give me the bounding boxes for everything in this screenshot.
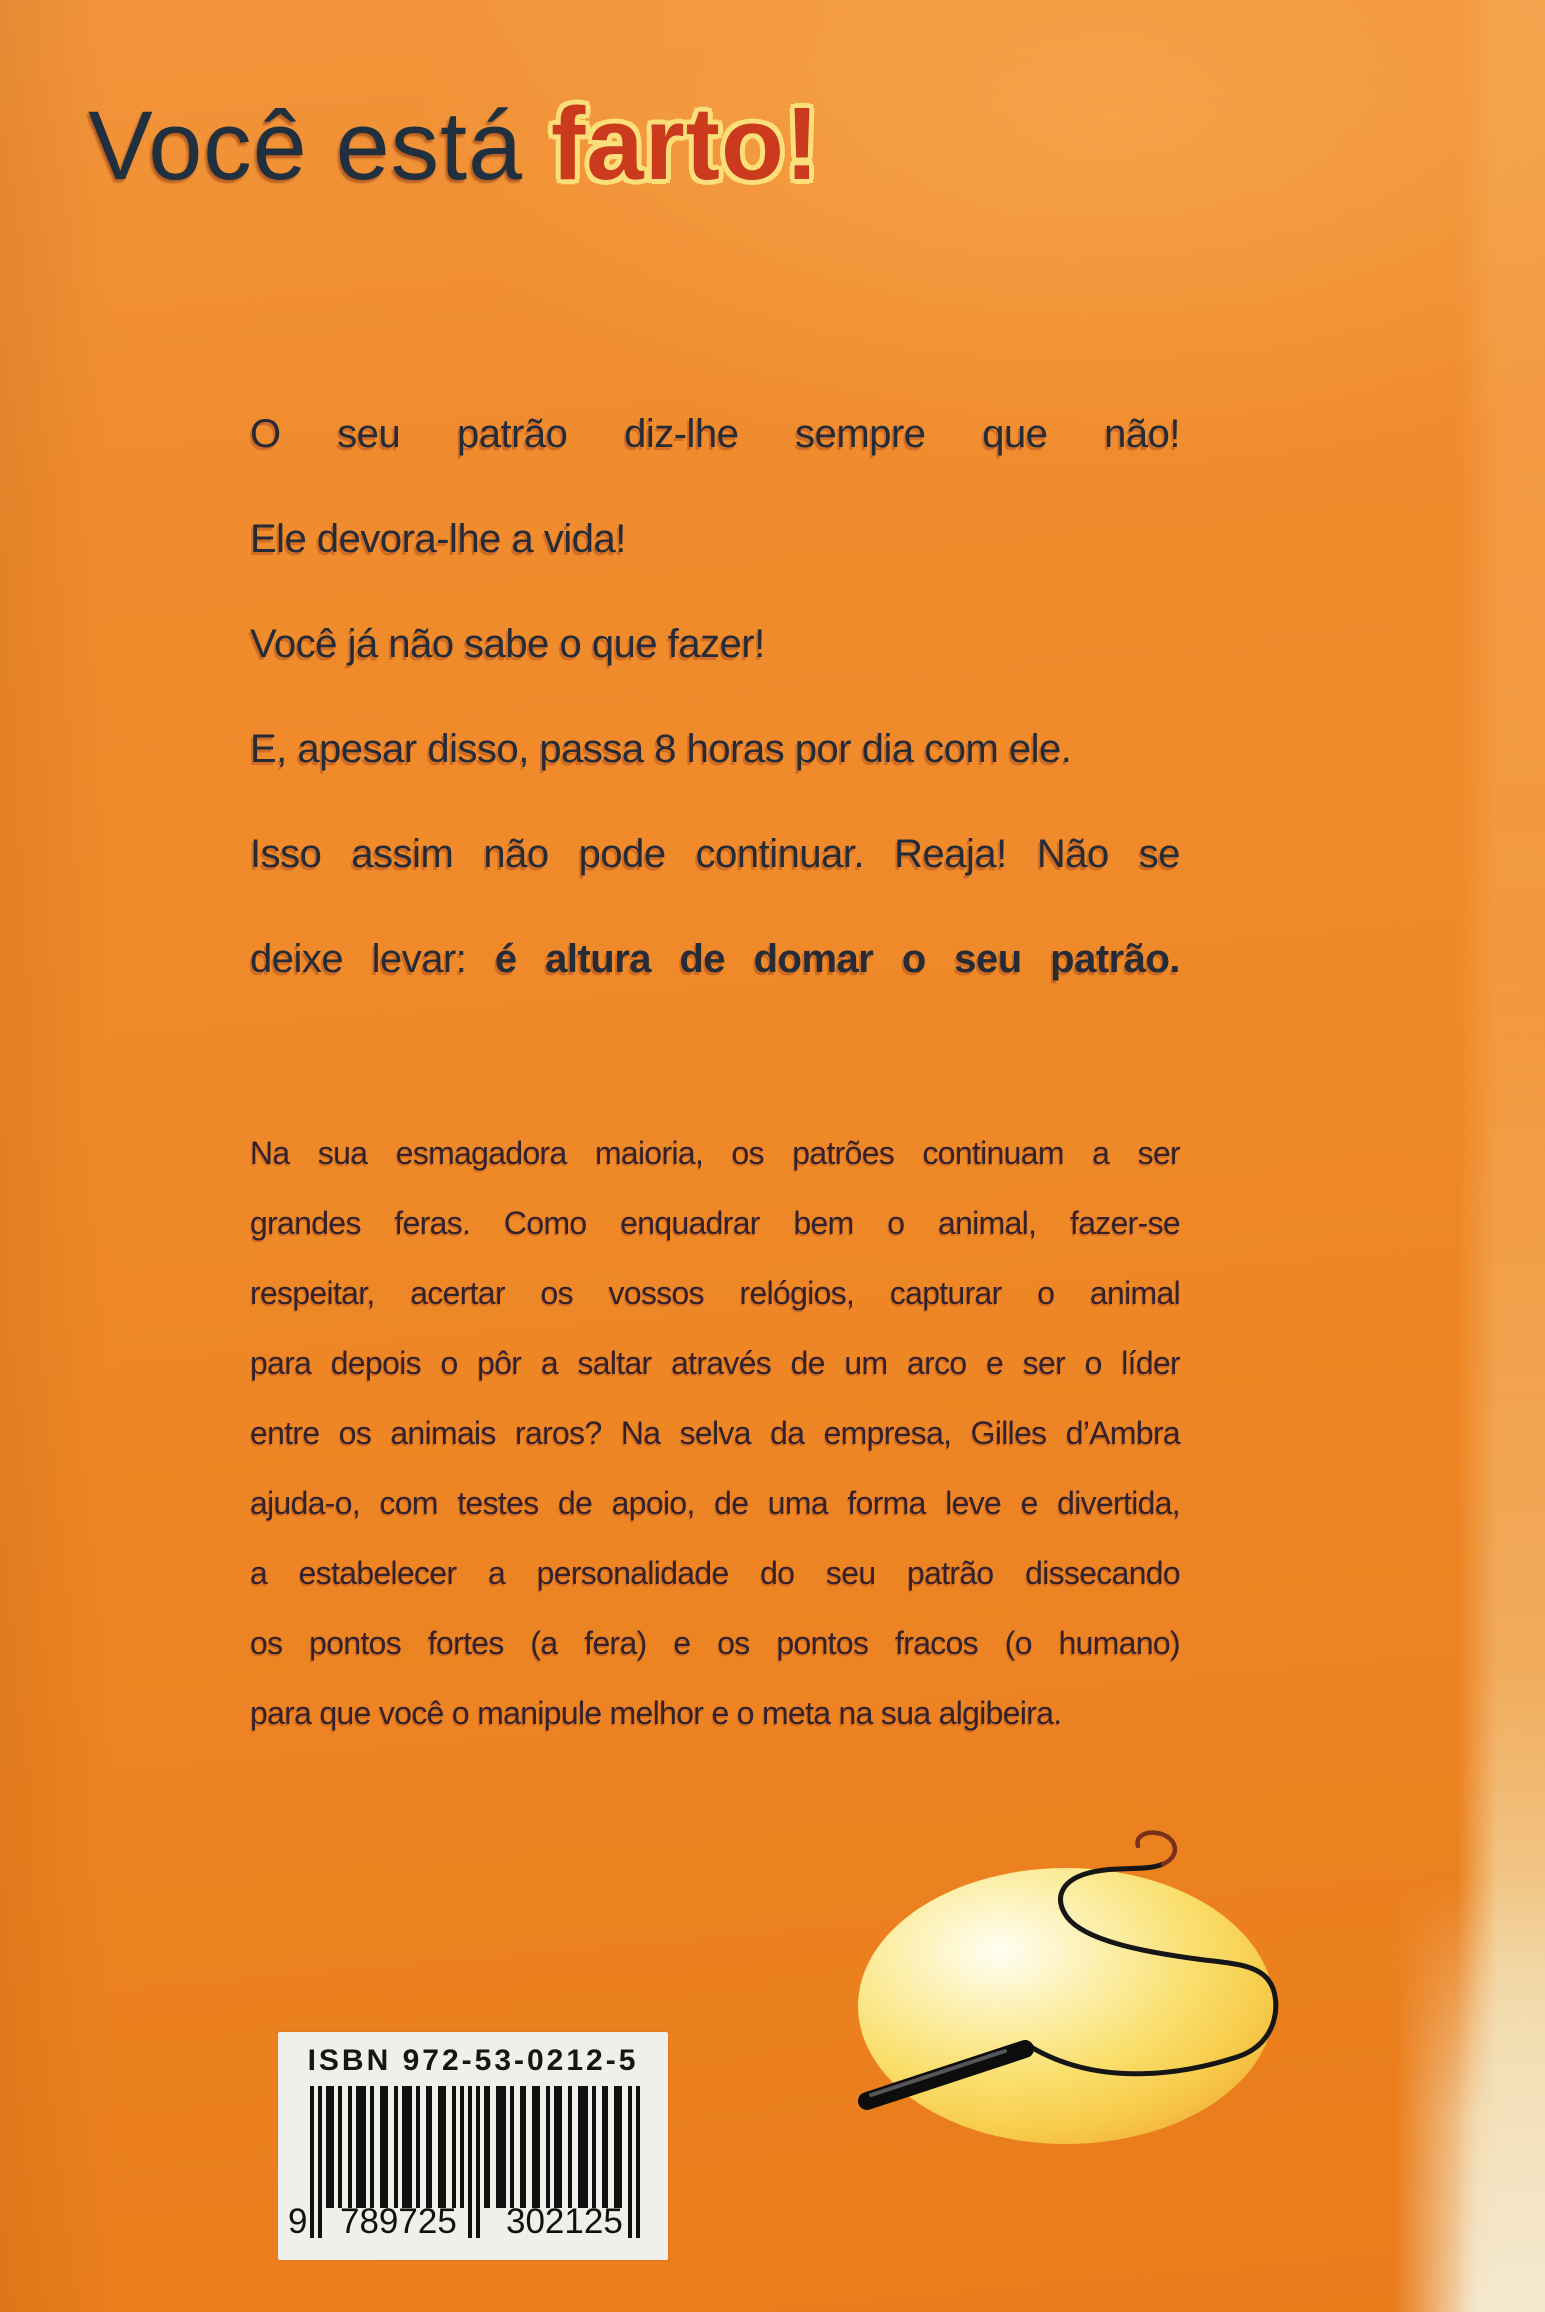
book-page-edge-corner (1395, 1882, 1545, 2312)
isbn-block (278, 2032, 668, 2260)
title-emphasis: farto! (550, 86, 821, 201)
barcode-digit-group: 302125 (506, 2202, 623, 2241)
blurb-line: a estabelecer a personalidade do seu patrão dissecando (250, 1555, 1180, 1591)
intro-paragraph (250, 382, 1180, 1012)
barcode-digit-group: 9 (288, 2202, 308, 2241)
intro-line-normal-part: deixe levar: (250, 937, 495, 981)
barcode (288, 2086, 640, 2244)
blurb-line: para que você o manipule melhor e o meta na sua algibeira. (250, 1695, 1062, 1731)
blurb-line: ajuda-o, com testes de apoio, de uma forma leve e divertida, (250, 1485, 1180, 1521)
isbn-label: ISBN 972-53-0212-5 (307, 2044, 639, 2077)
intro-line: E, apesar disso, passa 8 horas por dia com ele. (250, 727, 1072, 771)
blurb-line: entre os animais raros? Na selva da empresa, Gilles d’Ambra (250, 1415, 1180, 1451)
intro-line: Você já não sabe o que fazer! (250, 622, 765, 666)
blurb-line: Na sua esmagadora maioria, os patrões continuam a ser (250, 1135, 1180, 1171)
title-text: Você está (88, 91, 551, 200)
intro-line-bold-part: é altura de domar o seu patrão. (494, 937, 1180, 981)
blurb-line: para depois o pôr a saltar através de um arco e ser o líder (250, 1345, 1180, 1381)
blurb-line: respeitar, acertar os vossos relógios, capturar o animal (250, 1275, 1180, 1311)
blurb-paragraph (250, 1118, 1180, 1748)
intro-line: O seu patrão diz-lhe sempre que não! (250, 412, 1180, 456)
intro-line: Isso assim não pode continuar. Reaja! Não se (250, 832, 1180, 876)
whip-illustration (845, 1735, 1315, 2145)
whip-icon (845, 1735, 1315, 2145)
intro-line: Ele devora-lhe a vida! (250, 517, 626, 561)
yellow-spot (858, 1868, 1274, 2144)
blurb-line: grandes feras. Como enquadrar bem o animal, fazer-se (250, 1205, 1180, 1241)
blurb-line: os pontos fortes (a fera) e os pontos fracos (o humano) (250, 1625, 1180, 1661)
page-title (88, 86, 821, 201)
barcode-digits (288, 2200, 646, 2242)
intro-line-emphasis (250, 907, 1180, 1012)
barcode-digit-group: 789725 (340, 2202, 457, 2241)
